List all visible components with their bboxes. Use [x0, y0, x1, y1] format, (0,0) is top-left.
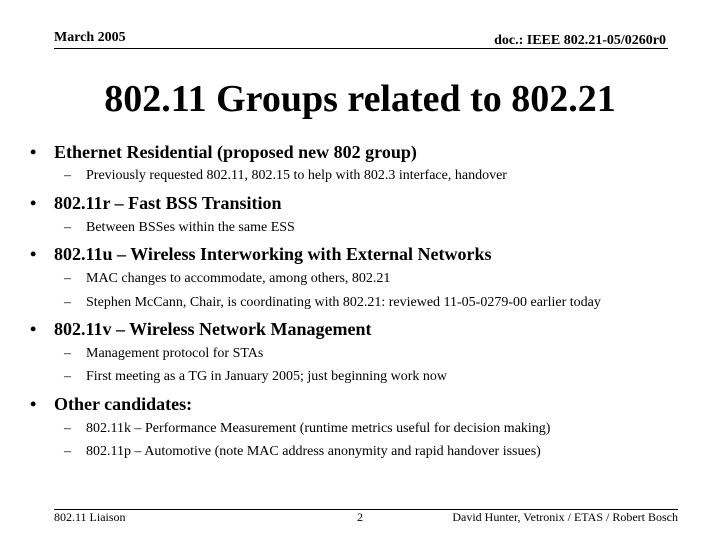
sub-bullet-marker: –: [64, 220, 71, 235]
header-date: March 2005: [54, 30, 126, 45]
bullet-text: 802.11v – Wireless Network Management: [54, 319, 372, 339]
sub-bullet-text: Stephen McCann, Chair, is coordinating with 802.21: reviewed 11-05-0279-00 earlier today: [86, 295, 601, 310]
bullet-marker: •: [30, 319, 37, 339]
bullet-text: Other candidates:: [54, 394, 193, 414]
slide-title: 802.11 Groups related to 802.21: [104, 78, 616, 120]
bullet-text: 802.11r – Fast BSS Transition: [54, 193, 282, 213]
sub-bullet-text: 802.11p – Automotive (note MAC address anonymity and rapid handover issues): [86, 444, 541, 459]
sub-bullet-text: Previously requested 802.11, 802.15 to help with 802.3 interface, handover: [86, 168, 507, 183]
bullet-text: Ethernet Residential (proposed new 802 group): [54, 142, 417, 162]
bullet-marker: •: [30, 244, 37, 264]
footer-author: David Hunter, Vetronix / ETAS / Robert Bosch: [452, 510, 678, 524]
bullet-text: 802.11u – Wireless Interworking with External Networks: [54, 244, 492, 264]
sub-bullet-marker: –: [64, 444, 71, 459]
sub-bullet-text: Between BSSes within the same ESS: [86, 220, 295, 235]
sub-bullet-marker: –: [64, 369, 71, 384]
sub-bullet-text: First meeting as a TG in January 2005; just beginning work now: [86, 369, 447, 384]
sub-bullet-marker: –: [64, 271, 71, 286]
header-doc-id: doc.: IEEE 802.21-05/0260r0: [494, 33, 666, 48]
sub-bullet-marker: –: [64, 421, 71, 436]
sub-bullet-text: MAC changes to accommodate, among others, 802.21: [86, 271, 391, 286]
sub-bullet-text: 802.11k – Performance Measurement (runtime metrics useful for decision making): [86, 421, 551, 436]
page-number: 2: [357, 510, 363, 524]
sub-bullet-marker: –: [64, 295, 71, 310]
sub-bullet-text: Management protocol for STAs: [86, 346, 264, 361]
bullet-marker: •: [30, 394, 37, 414]
sub-bullet-marker: –: [64, 346, 71, 361]
bullet-marker: •: [30, 193, 37, 213]
footer-title: 802.11 Liaison: [54, 510, 126, 524]
bullet-marker: •: [30, 142, 37, 162]
sub-bullet-marker: –: [64, 168, 71, 183]
